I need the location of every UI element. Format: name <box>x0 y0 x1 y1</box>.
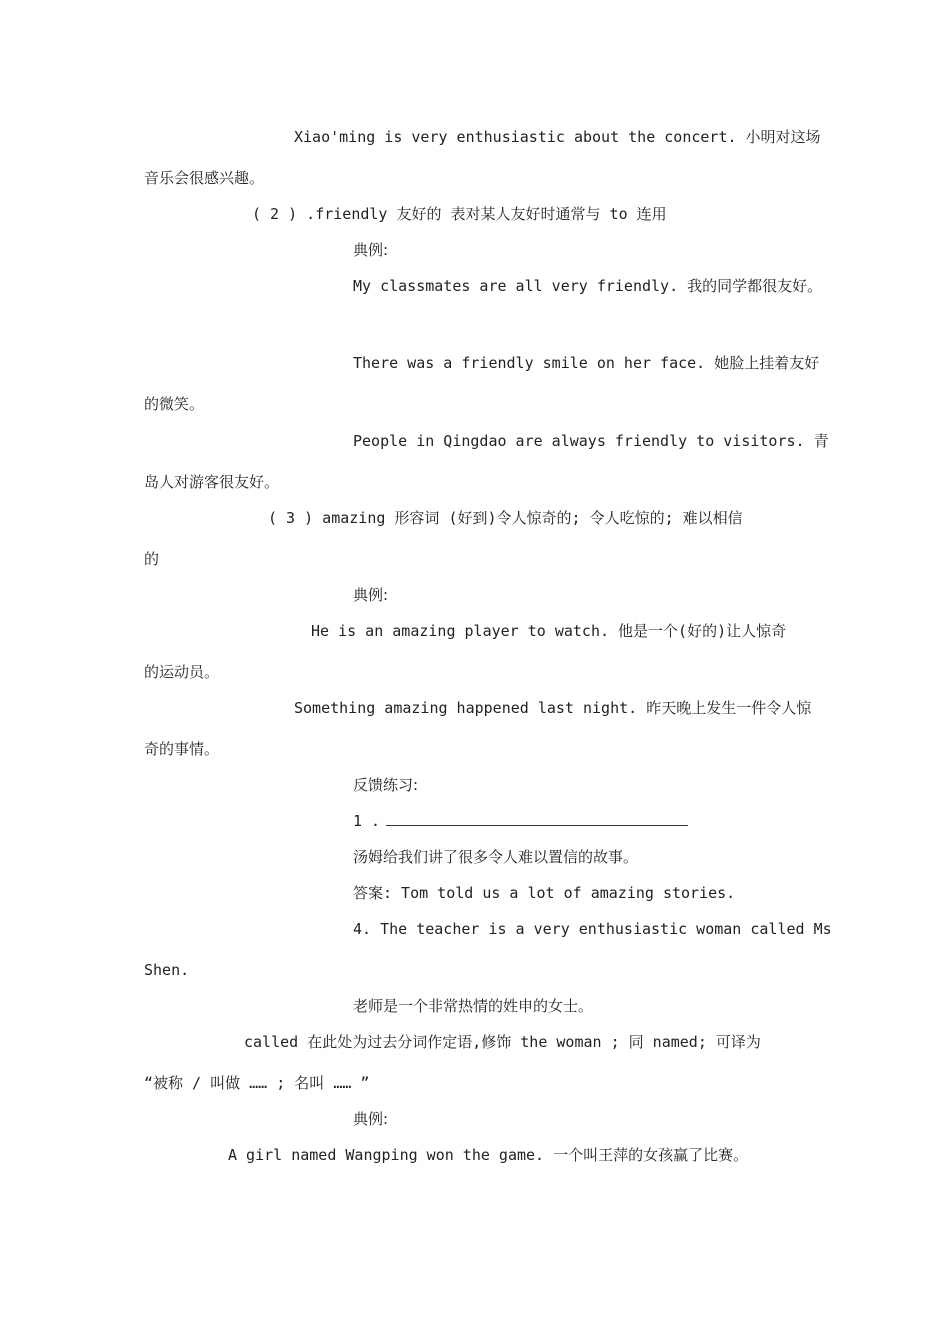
text-line: A girl named Wangping won the game. 一个叫王萍的女孩赢了比赛。 <box>228 1146 749 1164</box>
text-line: 老师是一个非常热情的姓申的女士。 <box>353 997 594 1015</box>
text-line: Xiao'ming is very enthusiastic about the concert. 小明对这场 <box>294 128 821 146</box>
answer-blank[interactable] <box>386 811 688 826</box>
text-line: 汤姆给我们讲了很多令人难以置信的故事。 <box>353 848 639 866</box>
text-line: 的 <box>144 550 160 568</box>
section-heading: ( 2 ) .friendly 友好的 表对某人友好时通常与 to 连用 <box>252 205 667 223</box>
text-line: Shen. <box>144 961 190 979</box>
exercise-number: 1 . <box>353 812 381 830</box>
text-line: He is an amazing player to watch. 他是一个(好的)让人惊奇 <box>311 622 787 640</box>
text-line: Something amazing happened last night. 昨天晚上发生一件令人惊 <box>294 699 812 717</box>
text-line: 的微笑。 <box>144 395 205 413</box>
example-label: 典例: <box>353 1110 389 1128</box>
answer-line: 答案: Tom told us a lot of amazing stories. <box>353 884 736 902</box>
text-line: “被称 / 叫做 …… ; 名叫 …… ” <box>144 1074 370 1092</box>
text-line: 奇的事情。 <box>144 740 220 758</box>
section-heading: ( 3 ) amazing 形容词 (好到)令人惊奇的; 令人吃惊的; 难以相信 <box>268 509 743 527</box>
text-line: 岛人对游客很友好。 <box>144 473 280 491</box>
text-line: 4. The teacher is a very enthusiastic woman called Ms <box>353 920 832 938</box>
example-label: 典例: <box>353 241 389 259</box>
exercise-item <box>353 810 688 832</box>
text-line: 的运动员。 <box>144 663 220 681</box>
text-line: 音乐会很感兴趣。 <box>144 169 265 187</box>
text-line: My classmates are all very friendly. 我的同学都很友好。 <box>353 277 823 295</box>
exercise-label: 反馈练习: <box>353 776 419 794</box>
text-line: called 在此处为过去分词作定语,修饰 the woman ; 同 named; 可译为 <box>244 1033 761 1051</box>
text-line: There was a friendly smile on her face. 她脸上挂着友好 <box>353 354 820 372</box>
example-label: 典例: <box>353 586 389 604</box>
text-line: People in Qingdao are always friendly to visitors. 青 <box>353 432 829 450</box>
